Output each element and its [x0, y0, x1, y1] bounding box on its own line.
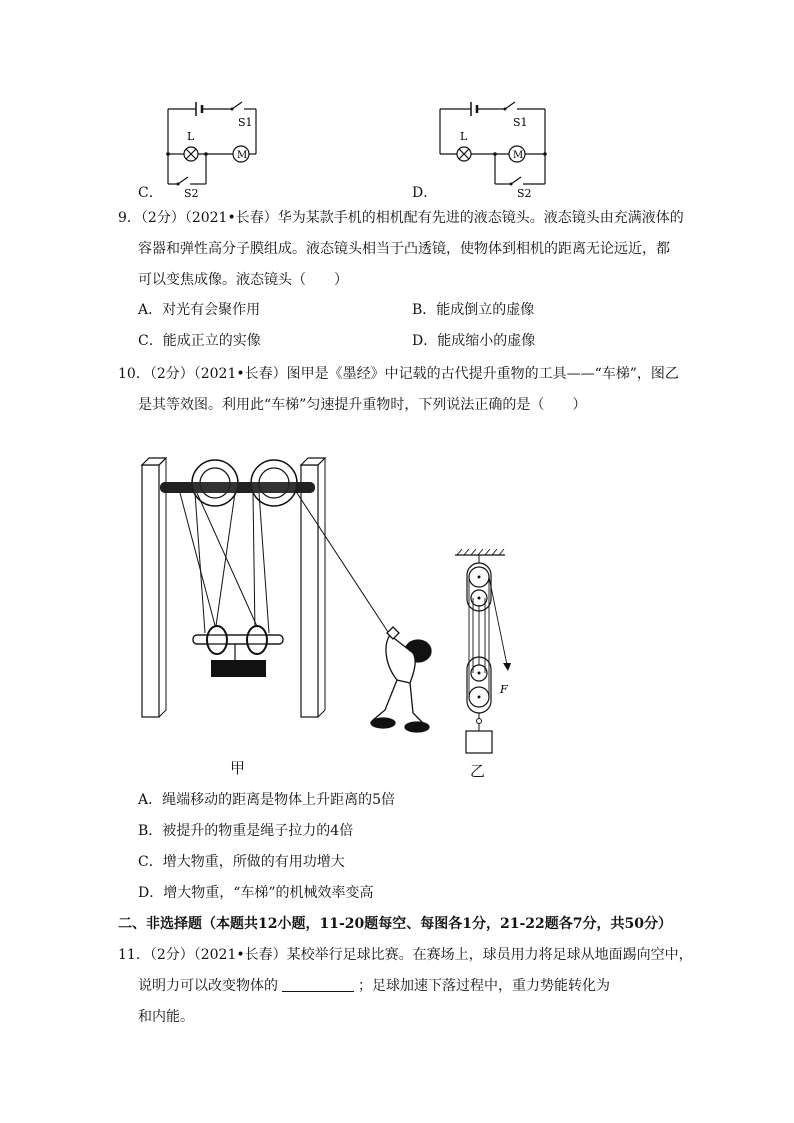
motor-label-d: M — [513, 150, 524, 161]
q10-option-c: C．增大物重，所做的有用功增大 — [138, 854, 345, 870]
figure-jia-chariot-ladder — [135, 455, 435, 740]
q11-line2-after-blank: ；足球加速下落过程中，重力势能转化为 — [358, 978, 610, 994]
q11-answer-blank[interactable] — [282, 977, 354, 992]
q9-stem-line2: 容器和弹性高分子膜组成。液态镜头相当于凸透镜，使物体到相机的距离无论远近，都 — [138, 241, 670, 257]
switch-s1-label-d: S1 — [513, 116, 528, 129]
figure-yi-caption: 乙 — [470, 762, 486, 780]
circuit-option-d: D． — [412, 185, 438, 201]
q9-stem-line1: 9．（2分）（2021•长春）华为某款手机的相机配有先进的液态镜头。液态镜头由充满液体的 — [118, 210, 684, 226]
q9-option-d: D．能成缩小的虚像 — [412, 333, 536, 349]
q11-stem-line2 — [138, 976, 610, 996]
motor-label-c: M — [237, 150, 248, 161]
q10-option-d: D．增大物重，“车梯”的机械效率变高 — [138, 885, 374, 901]
q9-option-b: B．能成倒立的虚像 — [412, 302, 535, 318]
q10-stem-line2: 是其等效图。利用此“车梯”匀速提升重物时，下列说法正确的是（ ） — [138, 397, 587, 413]
q10-stem-line1: 10．（2分）（2021•长春）图甲是《墨经》中记载的古代提升重物的工具——“车梯”，图乙 — [118, 366, 679, 382]
q10-option-b: B．被提升的物重是绳子拉力的4倍 — [138, 823, 354, 839]
switch-s2-label-d: S2 — [517, 187, 532, 200]
q10-option-a: A．绳端移动的距离是物体上升距离的5倍 — [138, 792, 396, 808]
force-label-f: F — [500, 683, 508, 696]
circuit-diagram-d — [425, 94, 555, 200]
switch-s2-label-c: S2 — [184, 187, 199, 200]
figure-yi-pulley-system — [445, 545, 525, 760]
lamp-label-c: L — [187, 130, 195, 143]
switch-s1-label-c: S1 — [238, 116, 253, 129]
figure-jia-caption: 甲 — [230, 759, 246, 777]
circuit-option-c: C． — [138, 185, 163, 201]
lamp-label-d: L — [460, 130, 468, 143]
section2-heading: 二、非选择题（本题共12小题，11-20题每空、每图各1分，21-22题各7分，共50分） — [118, 916, 672, 932]
q11-line2-before-blank: 说明力可以改变物体的 — [138, 978, 278, 994]
q9-option-a: A．对光有会聚作用 — [138, 302, 261, 318]
q11-stem-line1: 11．（2分）（2021•长春）某校举行足球比赛。在赛场上，球员用力将足球从地面踢向空中， — [118, 947, 693, 963]
q9-option-c: C．能成正立的实像 — [138, 333, 261, 349]
q11-stem-line3: 和内能。 — [138, 1009, 194, 1025]
q9-stem-line3: 可以变焦成像。液态镜头（ ） — [138, 272, 348, 288]
